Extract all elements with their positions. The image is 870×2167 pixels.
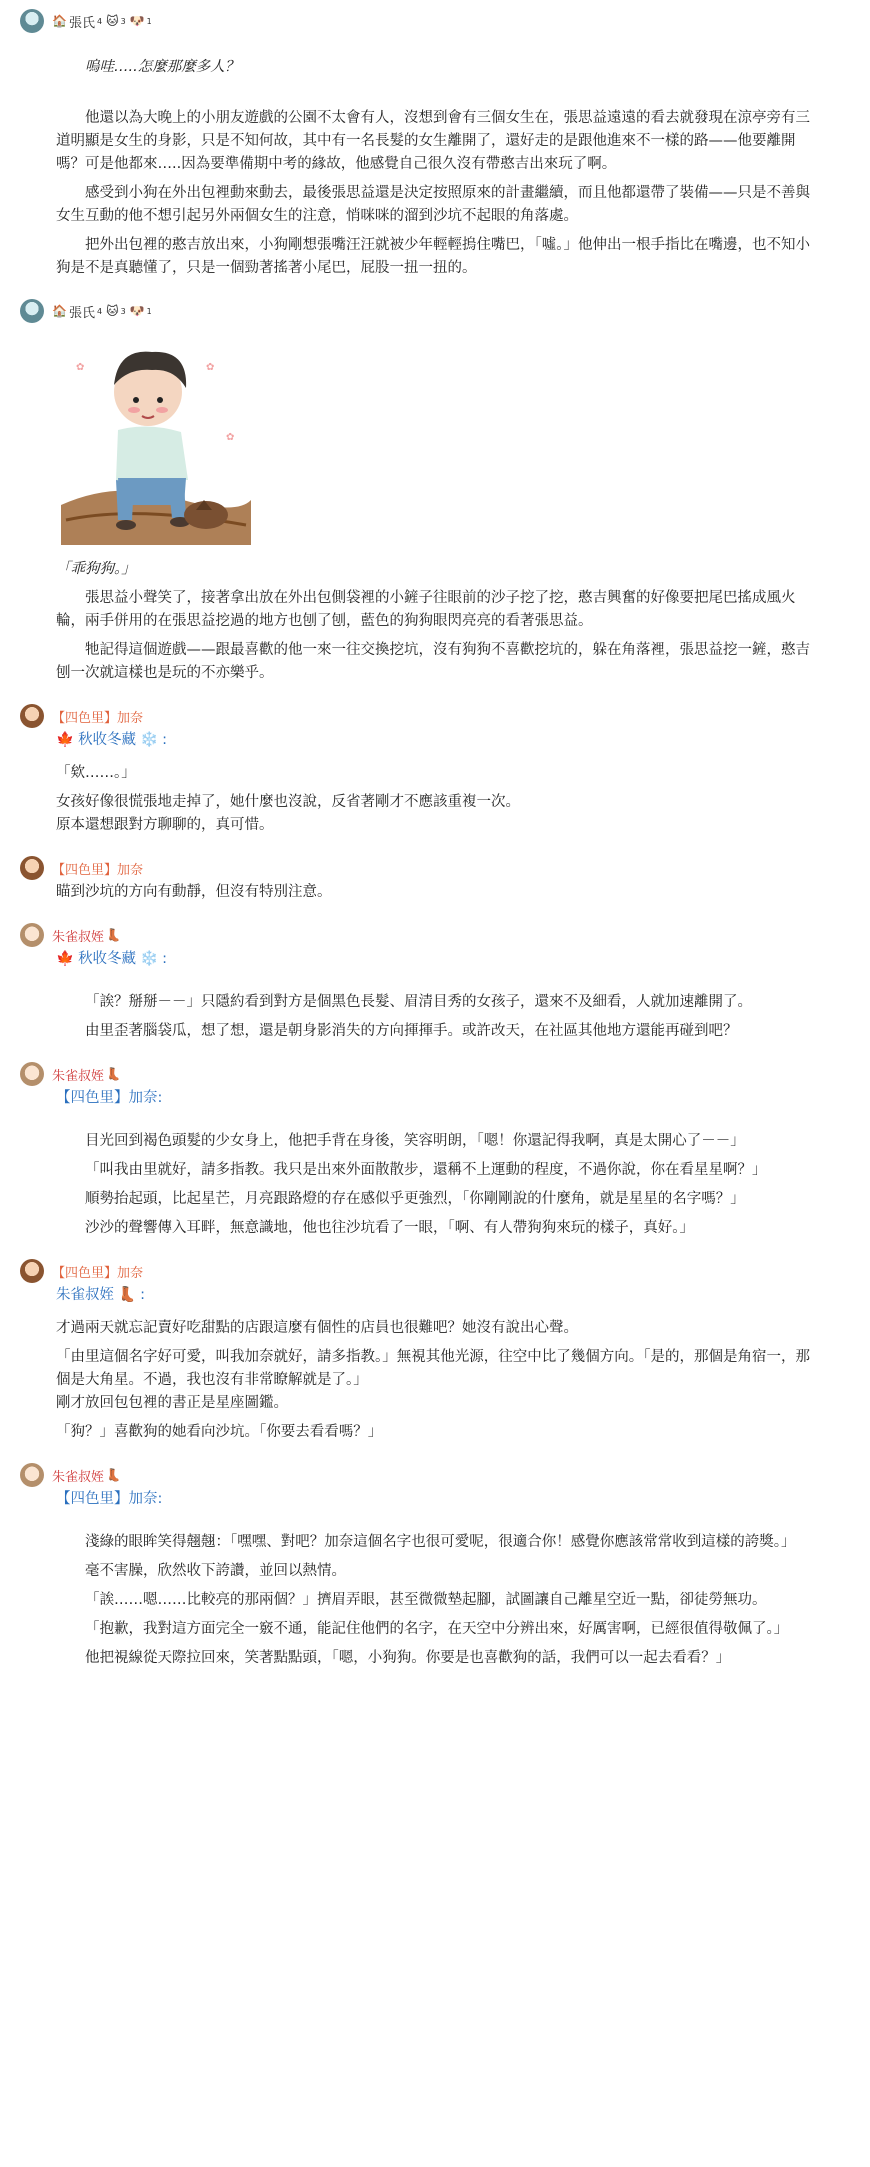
post-body: [20, 330, 810, 685]
counter-num: 1: [146, 306, 152, 316]
username-text: 朱雀叔姪: [52, 1469, 105, 1485]
avatar[interactable]: [20, 704, 44, 728]
reply-mention[interactable]: 🍁 秋收冬藏 ❄️ :: [56, 948, 810, 971]
counter-num: 4: [96, 306, 103, 316]
post-header: [20, 855, 810, 881]
cat-icon: 🐱: [106, 14, 119, 28]
boot-icon: 👢: [106, 928, 121, 942]
post: [20, 1462, 810, 1670]
post-paragraph: 「欸……。」: [56, 765, 136, 781]
avatar[interactable]: [20, 1259, 44, 1283]
boot-icon: 👢: [118, 1287, 137, 1303]
post-paragraph: 沙沙的聲響傳入耳畔，無意識地，他也往沙坑看了一眼，「啊、有人帶狗狗來玩的樣子，真好。」: [85, 1220, 694, 1236]
svg-text:✿: ✿: [76, 362, 85, 373]
post-paragraph: 目光回到褐色頭髮的少女身上，他把手背在身後，笑容明朗，「嗯！你還記得我啊，真是太開心了－－」: [85, 1133, 745, 1149]
house-icon: 🏠: [52, 14, 67, 28]
post-paragraph: 把外出包裡的憨吉放出來，小狗剛想張嘴汪汪就被少年輕輕摀住嘴巴，「噓。」他伸出一根手指比在嘴邊，也不知小狗是不是真聽懂了，只是一個勁著搖著小尾巴，屁股一扭一扭的。: [56, 237, 810, 276]
post-body: [20, 729, 810, 837]
dog-icon: 🐶: [129, 14, 145, 28]
post: [20, 703, 810, 837]
post-header: [20, 298, 810, 324]
counter-num: 4: [96, 16, 103, 26]
post-header: [20, 1061, 810, 1087]
username[interactable]: 【四色里】加奈: [52, 862, 144, 878]
post-body: [20, 34, 810, 280]
snowflake-icon: ❄️: [140, 732, 159, 748]
post-paragraph: 順勢抬起頭，比起星芒，月亮跟路燈的存在感似乎更強烈，「你剛剛說的什麼角，就是星星的名字嗎？」: [85, 1191, 745, 1207]
boot-icon: 👢: [106, 1468, 121, 1482]
counter-num: 3: [120, 306, 126, 316]
reply-mention-name: 秋收冬藏: [78, 732, 137, 748]
post: [20, 1061, 810, 1240]
post-paragraph: 牠記得這個遊戲——跟最喜歡的他一來一往交換挖坑，沒有狗狗不喜歡挖坑的，躲在角落裡，張思益挖一鏟，憨吉刨一次就這樣也是玩的不亦樂乎。: [56, 642, 810, 681]
post-paragraph: 原本還想跟對方聊聊的，真可惜。: [56, 817, 274, 833]
post-paragraph: 才過兩天就忘記賣好吃甜點的店跟這麼有個性的店員也很難吧？她沒有說出心聲。: [56, 1320, 578, 1336]
avatar[interactable]: [20, 923, 44, 947]
post-paragraph: 「抱歉，我對這方面完全一竅不通，能記住他們的名字，在天空中分辨出來，好厲害啊，已經很值得敬佩了。」: [85, 1621, 789, 1637]
username[interactable]: [52, 1065, 121, 1084]
boot-icon: 👢: [106, 1067, 121, 1081]
post: [20, 8, 810, 280]
username[interactable]: [52, 926, 121, 945]
post-paragraph: 剛才放回包包裡的書正是星座圖鑑。: [56, 1395, 288, 1411]
username[interactable]: [52, 302, 154, 321]
reply-mention[interactable]: 【四色里】加奈:: [56, 1491, 163, 1507]
reply-mention-name: 秋收冬藏: [78, 951, 137, 967]
reply-mention[interactable]: 【四色里】加奈:: [56, 1090, 163, 1106]
post-header: [20, 703, 810, 729]
username[interactable]: 【四色里】加奈: [52, 1265, 144, 1281]
post: [20, 922, 810, 1043]
post-header: [20, 1258, 810, 1284]
post-body: [20, 1087, 810, 1240]
cat-icon: 🐱: [106, 304, 119, 318]
post-paragraph: 瞄到沙坑的方向有動靜，但沒有特別注意。: [56, 884, 332, 900]
post-paragraph: 「誒……嗯……比較亮的那兩個？」擠眉弄眼，甚至微微墊起腳，試圖讓自己離星空近一點，卻徒勞無功。: [85, 1592, 767, 1608]
avatar[interactable]: [20, 1062, 44, 1086]
username-text: 張氏: [68, 305, 95, 321]
post-paragraph: 張思益小聲笑了，接著拿出放在外出包側袋裡的小鏟子往眼前的沙子挖了挖，憨吉興奮的好像要把尾巴搖成風火輪，兩手併用的在張思益挖過的地方也刨了刨，藍色的狗狗眼閃亮亮的看著張思益。: [56, 590, 796, 629]
post: [20, 855, 810, 904]
post-header: [20, 1462, 810, 1488]
counter-num: 3: [120, 16, 126, 26]
post-paragraph: 他把視線從天際拉回來，笑著點點頭，「嗯，小狗狗。你要是也喜歡狗的話，我們可以一起去看看？」: [85, 1650, 731, 1666]
username[interactable]: [52, 1466, 121, 1485]
reply-mention[interactable]: 🍁 秋收冬藏 ❄️ :: [56, 729, 810, 752]
svg-text:✿: ✿: [226, 432, 235, 443]
post-paragraph: 「叫我由里就好，請多指教。我只是出來外面散散步，還稱不上運動的程度，不過你說，你在看星星啊？」: [85, 1162, 767, 1178]
reply-mention[interactable]: 朱雀叔姪 👢 :: [56, 1284, 810, 1307]
username-text: 張氏: [68, 15, 95, 31]
avatar[interactable]: [20, 856, 44, 880]
post-paragraph: 「誒？掰掰－－」只隱約看到對方是個黑色長髮、眉清目秀的女孩子，還來不及細看，人就加速離開了。: [85, 994, 752, 1010]
post-paragraph: 「乖狗狗。」: [56, 561, 136, 577]
post-body: [20, 1488, 810, 1670]
username[interactable]: 【四色里】加奈: [52, 710, 144, 726]
post-paragraph: 感受到小狗在外出包裡動來動去，最後張思益還是決定按照原來的計畫繼續，而且他都還帶了裝備——只是不善與女生互動的他不想引起另外兩個女生的注意，悄咪咪的溜到沙坑不起眼的角落處。: [56, 185, 810, 224]
avatar[interactable]: [20, 299, 44, 323]
username-text: 朱雀叔姪: [52, 929, 105, 945]
post-paragraph: 女孩好像很慌張地走掉了，她什麼也沒說，反省著剛才不應該重複一次。: [56, 794, 520, 810]
reply-mention-name: 朱雀叔姪: [56, 1287, 114, 1303]
post: [20, 298, 810, 685]
post-body: [20, 948, 810, 1043]
post-paragraph: 淺綠的眼眸笑得翹翹：「嘿嘿、對吧？加奈這個名字也很可愛呢，很適合你！感覺你應該常常收到這樣的誇獎。」: [85, 1534, 796, 1550]
post: [20, 1258, 810, 1444]
post-paragraph: 毫不害臊，欣然收下誇讚，並回以熱情。: [85, 1563, 346, 1579]
boy-digging-sand-illustration: [56, 330, 256, 550]
post-paragraph: 「由里這個名字好可愛，叫我加奈就好，請多指教。」無視其他光源，往空中比了幾個方向。「是的，那個是角宿一，那個是大角星。不過，我也沒有非常瞭解就是了。」: [56, 1349, 810, 1388]
snowflake-icon: ❄️: [140, 951, 159, 967]
post-header: [20, 8, 810, 34]
username-text: 朱雀叔姪: [52, 1068, 105, 1084]
svg-text:✿: ✿: [206, 362, 215, 373]
maple-leaf-icon: 🍁: [56, 951, 75, 967]
post-paragraph: 「狗？」喜歡狗的她看向沙坑。「你要去看看嗎？」: [56, 1424, 383, 1440]
post-paragraph: 他還以為大晚上的小朋友遊戲的公園不太會有人，沒想到會有三個女生在，張思益遠遠的看去就發現在涼亭旁有三道明顯是女生的身影，只是不知何故，其中有一名長髮的女生離開了，還好走的是跟他進來不一樣的路——他要離開嗎？可是他都來…..因為要準備期中考的緣故，他感覺自己很久沒有帶憨吉出來玩了啊。: [56, 110, 810, 172]
post-paragraph: 由里歪著腦袋瓜，想了想，還是朝身影消失的方向揮揮手。或許改天，在社區其他地方還能再碰到吧？: [85, 1023, 738, 1039]
avatar[interactable]: [20, 1463, 44, 1487]
post-paragraph: 嗚哇…..怎麼那麼多人？: [85, 59, 240, 75]
dog-icon: 🐶: [129, 304, 145, 318]
post-body: [20, 1284, 810, 1444]
counter-num: 1: [146, 16, 152, 26]
house-icon: 🏠: [52, 304, 67, 318]
post-header: [20, 922, 810, 948]
maple-leaf-icon: 🍁: [56, 732, 75, 748]
post-body: [20, 881, 810, 904]
avatar[interactable]: [20, 9, 44, 33]
username[interactable]: [52, 12, 154, 31]
